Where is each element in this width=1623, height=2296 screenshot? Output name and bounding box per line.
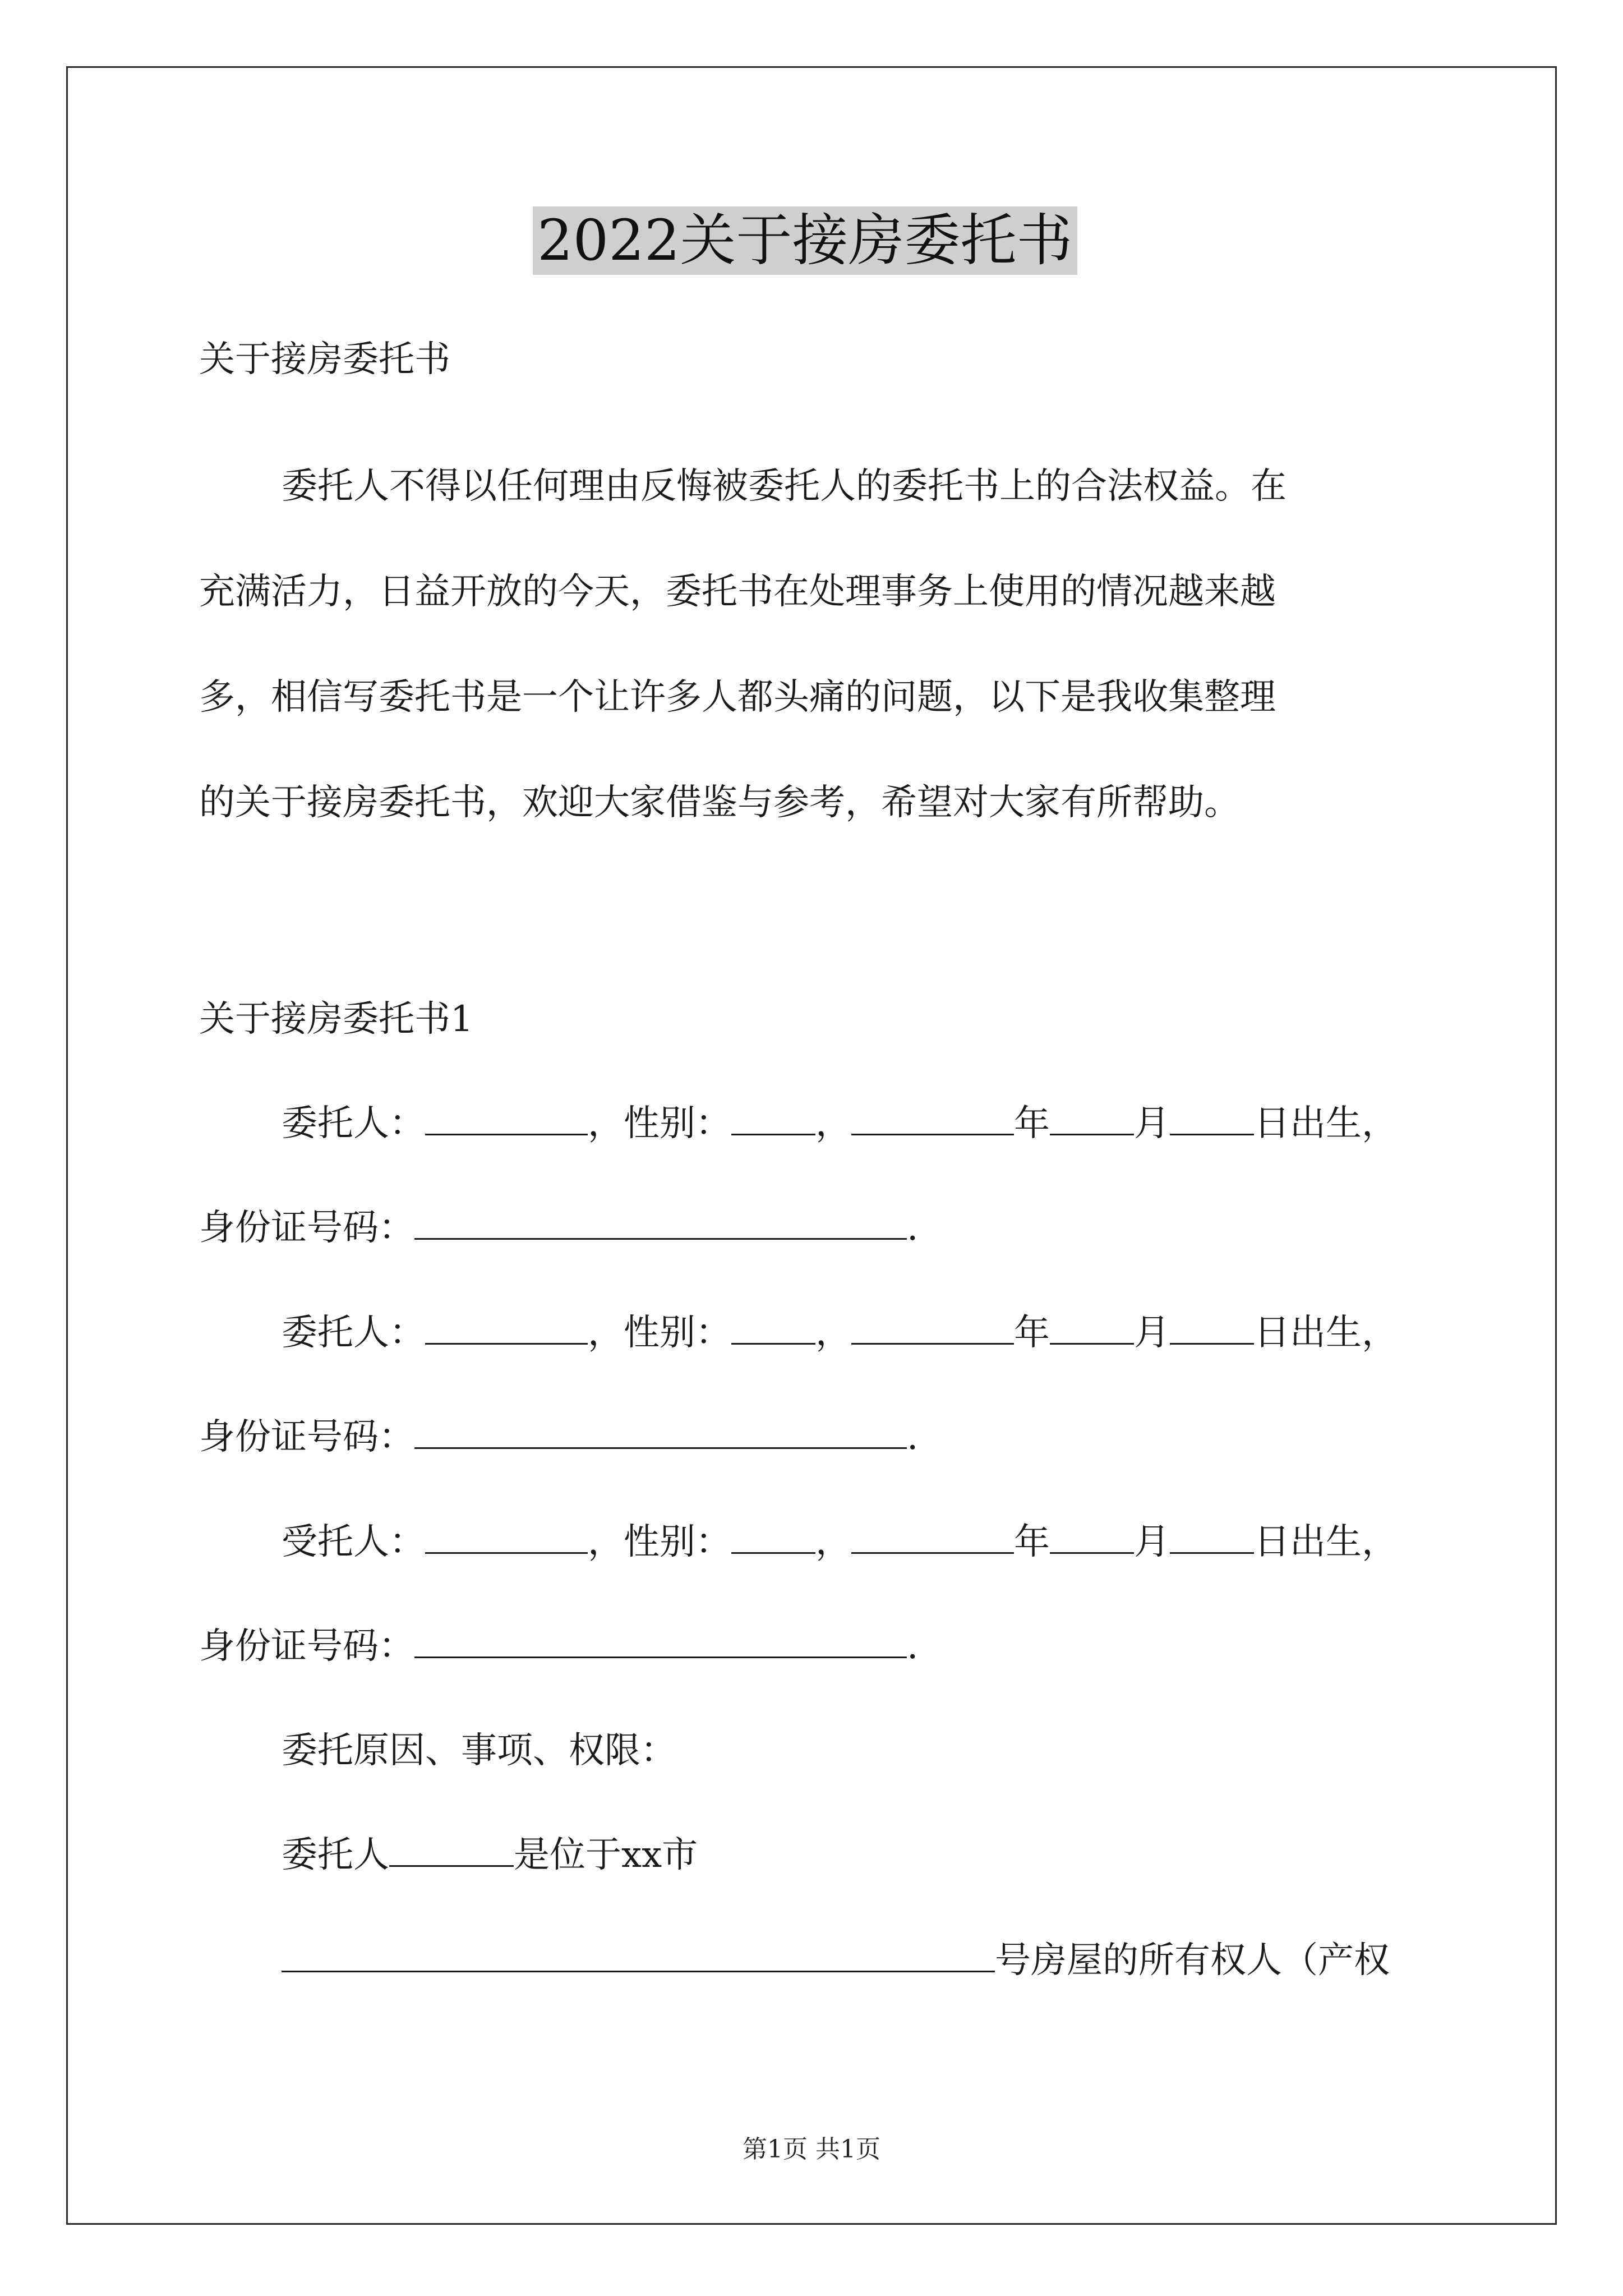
reason-heading: 委托原因、事项、权限：: [282, 1730, 676, 1772]
document-title: 2022关于接房委托书: [533, 206, 1077, 275]
day-label: 日出生，: [1254, 1521, 1398, 1563]
id-line-1: [199, 1203, 918, 1253]
owner-line: [282, 1830, 698, 1880]
gender-label: ，性别：: [588, 1312, 731, 1354]
separator: ，: [815, 1521, 851, 1563]
page-footer: 第1页 共1页: [743, 2135, 880, 2164]
year-label: 年: [1014, 1103, 1050, 1144]
year-blank[interactable]: [851, 1521, 1014, 1554]
month-blank[interactable]: [1050, 1521, 1134, 1554]
year-label: 年: [1014, 1312, 1050, 1354]
month-label: 月: [1134, 1521, 1170, 1563]
gender-blank[interactable]: [731, 1521, 815, 1554]
property-text: 号房屋的所有权人（产权: [995, 1940, 1390, 1981]
owner-blank[interactable]: [389, 1834, 514, 1867]
owner-location: 是位于xx市: [514, 1834, 698, 1876]
year-blank[interactable]: [851, 1102, 1014, 1135]
month-blank[interactable]: [1050, 1102, 1134, 1135]
party-line-3: [282, 1517, 1398, 1567]
intro-line-2: 充满活力，日益开放的今天，委托书在处理事务上使用的情况越来越: [199, 571, 1276, 613]
month-blank[interactable]: [1050, 1312, 1134, 1345]
gender-blank[interactable]: [731, 1102, 815, 1135]
year-blank[interactable]: [851, 1312, 1014, 1345]
gender-label: ，性别：: [588, 1521, 731, 1563]
intro-line-3: 多，相信写委托书是一个让许多人都头痛的问题，以下是我收集整理: [199, 677, 1276, 718]
role-label: 委托人：: [282, 1312, 425, 1354]
party-line-1: [282, 1098, 1398, 1149]
day-label: 日出生，: [1254, 1312, 1398, 1354]
gender-blank[interactable]: [731, 1312, 815, 1345]
intro-line-4: 的关于接房委托书，欢迎大家借鉴与参考，希望对大家有所帮助。: [199, 782, 1240, 823]
id-end: .: [907, 1416, 919, 1458]
name-blank[interactable]: [425, 1521, 588, 1554]
id-line-3: [199, 1621, 918, 1672]
id-label: 身份证号码：: [199, 1626, 414, 1667]
id-blank[interactable]: [414, 1625, 907, 1658]
month-label: 月: [1134, 1312, 1170, 1354]
owner-label: 委托人: [282, 1834, 389, 1876]
month-label: 月: [1134, 1103, 1170, 1144]
id-blank[interactable]: [414, 1416, 907, 1449]
gender-label: ，性别：: [588, 1103, 731, 1144]
section-heading: 关于接房委托书1: [199, 999, 473, 1040]
heading: 关于接房委托书: [199, 339, 450, 380]
separator: ，: [815, 1103, 851, 1144]
address-blank[interactable]: [282, 1939, 995, 1972]
year-label: 年: [1014, 1521, 1050, 1563]
id-end: .: [907, 1626, 919, 1667]
id-label: 身份证号码：: [199, 1416, 414, 1458]
property-line: [282, 1935, 1390, 1986]
id-blank[interactable]: [414, 1207, 907, 1240]
party-line-2: [282, 1308, 1398, 1358]
day-blank[interactable]: [1170, 1312, 1254, 1345]
id-line-2: [199, 1412, 918, 1462]
day-blank[interactable]: [1170, 1102, 1254, 1135]
name-blank[interactable]: [425, 1102, 588, 1135]
id-end: .: [907, 1207, 919, 1249]
separator: ，: [815, 1312, 851, 1354]
day-blank[interactable]: [1170, 1521, 1254, 1554]
intro-line-1: 委托人不得以任何理由反悔被委托人的委托书上的合法权益。在: [282, 466, 1287, 507]
role-label: 受托人：: [282, 1521, 425, 1563]
name-blank[interactable]: [425, 1312, 588, 1345]
day-label: 日出生，: [1254, 1103, 1398, 1144]
role-label: 委托人：: [282, 1103, 425, 1144]
id-label: 身份证号码：: [199, 1207, 414, 1249]
